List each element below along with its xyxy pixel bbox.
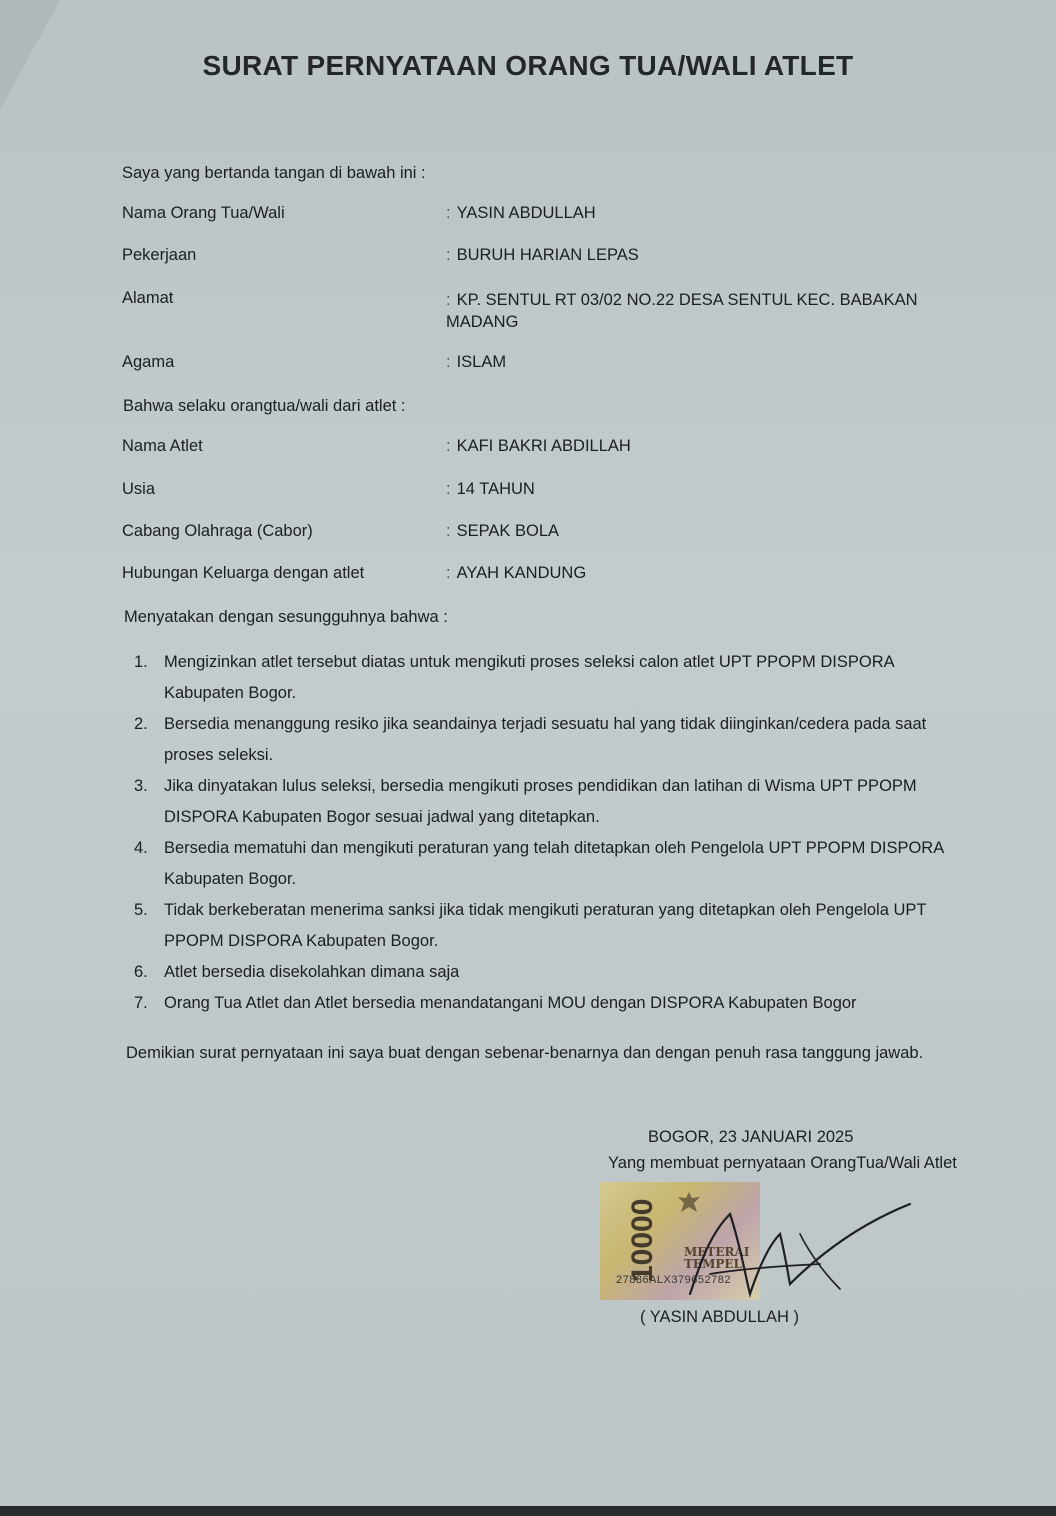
- statement-list: [134, 647, 974, 1019]
- signer-role: Yang membuat pernyataan OrangTua/Wali Atlet: [608, 1154, 957, 1172]
- stamp-value: 10000: [626, 1198, 659, 1282]
- intro-text: Saya yang bertanda tangan di bawah ini :: [122, 164, 426, 182]
- statement-intro-text: Menyatakan dengan sesungguhnya bahwa :: [124, 608, 448, 626]
- field-value: : KP. SENTUL RT 03/02 NO.22 DESA SENTUL KEC. BABAKAN MADANG: [446, 289, 926, 333]
- list-number: 1.: [134, 653, 148, 671]
- field-value: : KAFI BAKRI ABDILLAH: [446, 437, 631, 456]
- field-label: Cabang Olahraga (Cabor): [122, 522, 313, 540]
- field-value: : ISLAM: [446, 353, 506, 372]
- list-text: Orang Tua Atlet dan Atlet bersedia menandatangani MOU dengan DISPORA Kabupaten Bogor: [164, 994, 857, 1012]
- list-item: [134, 647, 974, 709]
- document-title: SURAT PERNYATAAN ORANG TUA/WALI ATLET: [202, 50, 854, 81]
- list-number: 5.: [134, 901, 148, 919]
- list-number: 4.: [134, 839, 148, 857]
- stamp-label: METERAI TEMPEL: [684, 1245, 750, 1271]
- stamp-serial: 27886ALX379652782: [616, 1274, 731, 1286]
- list-item: [134, 833, 974, 895]
- field-value: : BURUH HARIAN LEPAS: [446, 246, 639, 265]
- list-text: Bersedia menanggung resiko jika seandainya terjadi sesuatu hal yang tidak diinginkan/cedera pada saat proses seleksi.: [164, 715, 927, 764]
- field-label: Nama Orang Tua/Wali: [122, 204, 285, 222]
- field-label: Usia: [122, 480, 156, 498]
- list-item: [134, 988, 974, 1019]
- list-text: Jika dinyatakan lulus seleksi, bersedia mengikuti proses pendidikan dan latihan di Wisma UPT PPOPM DISPORA Kabupaten Bogor sesuai jadwal yang ditetapkan.: [164, 777, 917, 826]
- field-label: Nama Atlet: [122, 437, 203, 455]
- list-number: 3.: [134, 777, 148, 795]
- list-item: [134, 709, 974, 771]
- list-text: Mengizinkan atlet tersebut diatas untuk mengikuti proses seleksi calon atlet UPT PPOPM DISPORA Kabupaten Bogor.: [164, 653, 894, 702]
- signer-name: ( YASIN ABDULLAH ): [640, 1308, 799, 1326]
- list-text: Atlet bersedia disekolahkan dimana saja: [164, 963, 460, 981]
- field-label: Agama: [122, 353, 175, 371]
- field-label: Pekerjaan: [122, 246, 197, 264]
- field-label: Hubungan Keluarga dengan atlet: [122, 564, 365, 582]
- athlete-intro-text: Bahwa selaku orangtua/wali dari atlet :: [123, 397, 406, 415]
- field-value: : SEPAK BOLA: [446, 522, 559, 541]
- list-text: Tidak berkeberatan menerima sanksi jika tidak mengikuti peraturan yang ditetapkan oleh Pengelola UPT PPOPM DISPORA Kabupaten Bogor.: [164, 901, 927, 950]
- list-text: Bersedia mematuhi dan mengikuti peraturan yang telah ditetapkan oleh Pengelola UPT PPOPM DISPORA Kabupaten Bogor.: [164, 839, 944, 888]
- list-number: 6.: [134, 963, 148, 981]
- list-number: 7.: [134, 994, 148, 1012]
- field-label: Alamat: [122, 289, 174, 307]
- list-item: [134, 895, 974, 957]
- list-number: 2.: [134, 715, 148, 733]
- closing-paragraph: Demikian surat pernyataan ini saya buat dengan sebenar-benarnya dan dengan penuh rasa tanggung jawab.: [126, 1044, 924, 1062]
- field-value: : 14 TAHUN: [446, 480, 535, 499]
- place-date: BOGOR, 23 JANUARI 2025: [648, 1128, 854, 1146]
- handwritten-signature: [650, 1174, 930, 1324]
- field-value: : YASIN ABDULLAH: [446, 204, 596, 223]
- field-value: : AYAH KANDUNG: [446, 564, 586, 583]
- list-item: [134, 771, 974, 833]
- list-item: [134, 957, 974, 988]
